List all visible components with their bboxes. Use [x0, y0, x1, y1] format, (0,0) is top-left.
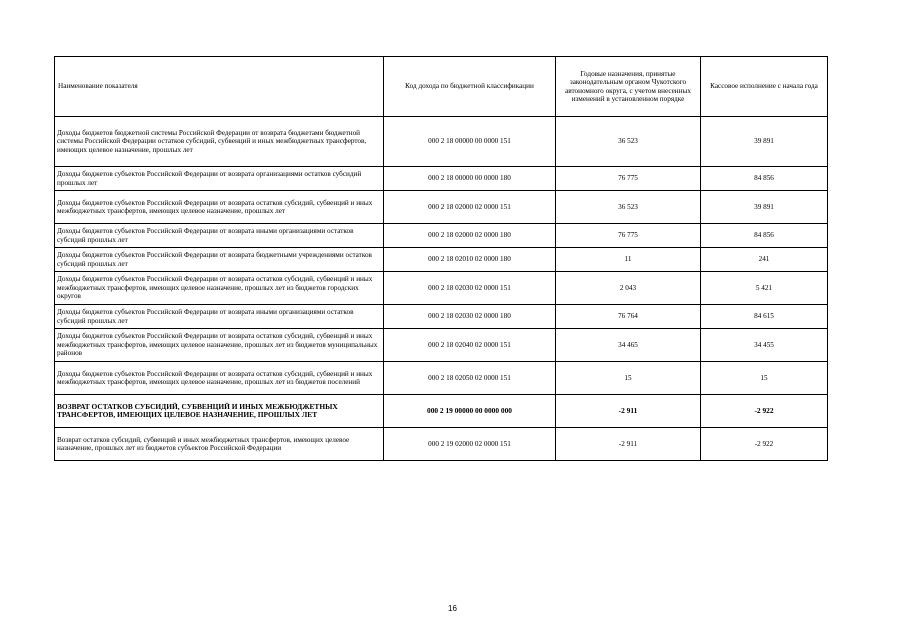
indicator-name-cell: Доходы бюджетов бюджетной системы Российской Федерации от возврата бюджетами бюджетной системы Российской Федерации остатков субсидий, субвенций и иных межбюджетных трансфертов, имеющих целевое назначение, прошлых лет: [55, 117, 384, 167]
annual-plan-cell: -2 911: [556, 428, 701, 461]
annual-plan-cell: 76 775: [556, 167, 701, 191]
table-row: [55, 272, 828, 305]
annual-plan-cell: 15: [556, 362, 701, 395]
revenue-code-cell: 000 2 18 02010 02 0000 180: [384, 248, 556, 272]
table-row: [55, 395, 828, 428]
revenue-code-cell: 000 2 18 02000 02 0000 180: [384, 224, 556, 248]
annual-plan-cell: 2 043: [556, 272, 701, 305]
table-row: [55, 167, 828, 191]
cash-execution-cell: -2 922: [701, 428, 828, 461]
indicator-name-cell: Доходы бюджетов субъектов Российской Федерации от возврата остатков субсидий, субвенций и иных межбюджетных трансфертов, имеющих целевое назначение, прошлых лет из бюджетов городских округов: [55, 272, 384, 305]
cash-execution-cell: 34 455: [701, 329, 828, 362]
cash-execution-cell: 84 856: [701, 224, 828, 248]
annual-plan-cell: 34 465: [556, 329, 701, 362]
cash-execution-cell: 84 856: [701, 167, 828, 191]
revenue-code-cell: 000 2 18 02040 02 0000 151: [384, 329, 556, 362]
revenue-code-cell: 000 2 18 00000 00 0000 151: [384, 117, 556, 167]
indicator-name-cell: Доходы бюджетов субъектов Российской Федерации от возврата иными организациями остатков субсидий прошлых лет: [55, 305, 384, 329]
indicator-name-cell: Доходы бюджетов субъектов Российской Федерации от возврата иными организациями остатков субсидий прошлых лет: [55, 224, 384, 248]
annual-plan-cell: 36 523: [556, 117, 701, 167]
cash-execution-cell: 5 421: [701, 272, 828, 305]
cash-execution-cell: 241: [701, 248, 828, 272]
table-row: [55, 305, 828, 329]
cash-execution-cell: -2 922: [701, 395, 828, 428]
revenue-code-cell: 000 2 18 02000 02 0000 151: [384, 191, 556, 224]
annual-plan-cell: 76 775: [556, 224, 701, 248]
annual-plan-cell: 36 523: [556, 191, 701, 224]
indicator-name-cell: Доходы бюджетов субъектов Российской Федерации от возврата остатков субсидий, субвенций и иных межбюджетных трансфертов, имеющих целевое назначение, прошлых лет из бюджетов муниципальных районов: [55, 329, 384, 362]
indicator-name-cell: ВОЗВРАТ ОСТАТКОВ СУБСИДИЙ, СУБВЕНЦИЙ И ИНЫХ МЕЖБЮДЖЕТНЫХ ТРАНСФЕРТОВ, ИМЕЮЩИХ ЦЕЛЕВОЕ НАЗНАЧЕНИЕ, ПРОШЛЫХ ЛЕТ: [55, 395, 384, 428]
indicator-name-cell: Доходы бюджетов субъектов Российской Федерации от возврата организациями остатков субсидий прошлых лет: [55, 167, 384, 191]
table-row: [55, 329, 828, 362]
cash-execution-cell: 39 891: [701, 191, 828, 224]
table-row: [55, 362, 828, 395]
cash-execution-cell: 39 891: [701, 117, 828, 167]
header-indicator-name: Наименование показателя: [55, 57, 384, 117]
table-row: [55, 428, 828, 461]
header-revenue-code: Код дохода по бюджетной классификации: [384, 57, 556, 117]
revenue-code-cell: 000 2 18 00000 00 0000 180: [384, 167, 556, 191]
header-annual-plan: Годовые назначения, принятые законодательным органом Чукотского автономного округа, с учетом внесенных изменений в установленном порядке: [556, 57, 701, 117]
annual-plan-cell: -2 911: [556, 395, 701, 428]
cash-execution-cell: 15: [701, 362, 828, 395]
indicator-name-cell: Доходы бюджетов субъектов Российской Федерации от возврата остатков субсидий, субвенций и иных межбюджетных трансфертов, имеющих целевое назначение, прошлых лет из бюджетов поселений: [55, 362, 384, 395]
annual-plan-cell: 76 764: [556, 305, 701, 329]
indicator-name-cell: Доходы бюджетов субъектов Российской Федерации от возврата остатков субсидий, субвенций и иных межбюджетных трансфертов, имеющих целевое назначение, прошлых лет: [55, 191, 384, 224]
revenue-code-cell: 000 2 18 02030 02 0000 180: [384, 305, 556, 329]
table-row: [55, 224, 828, 248]
table-row: [55, 117, 828, 167]
table-row: [55, 191, 828, 224]
indicator-name-cell: Доходы бюджетов субъектов Российской Федерации от возврата бюджетными учреждениями остатков субсидий прошлых лет: [55, 248, 384, 272]
page-number: 16: [448, 604, 457, 613]
revenue-code-cell: 000 2 19 00000 00 0000 000: [384, 395, 556, 428]
revenue-code-cell: 000 2 19 02000 02 0000 151: [384, 428, 556, 461]
revenue-code-cell: 000 2 18 02030 02 0000 151: [384, 272, 556, 305]
header-cash-execution: Кассовое исполнение с начала года: [701, 57, 828, 117]
table-header-row: [55, 57, 828, 117]
table-body: [55, 117, 828, 461]
annual-plan-cell: 11: [556, 248, 701, 272]
indicator-name-cell: Возврат остатков субсидий, субвенций и иных межбюджетных трансфертов, имеющих целевое назначение, прошлых лет из бюджетов субъектов Российской Федерации: [55, 428, 384, 461]
table-row: [55, 248, 828, 272]
budget-revenue-table: [54, 56, 828, 461]
revenue-code-cell: 000 2 18 02050 02 0000 151: [384, 362, 556, 395]
cash-execution-cell: 84 615: [701, 305, 828, 329]
